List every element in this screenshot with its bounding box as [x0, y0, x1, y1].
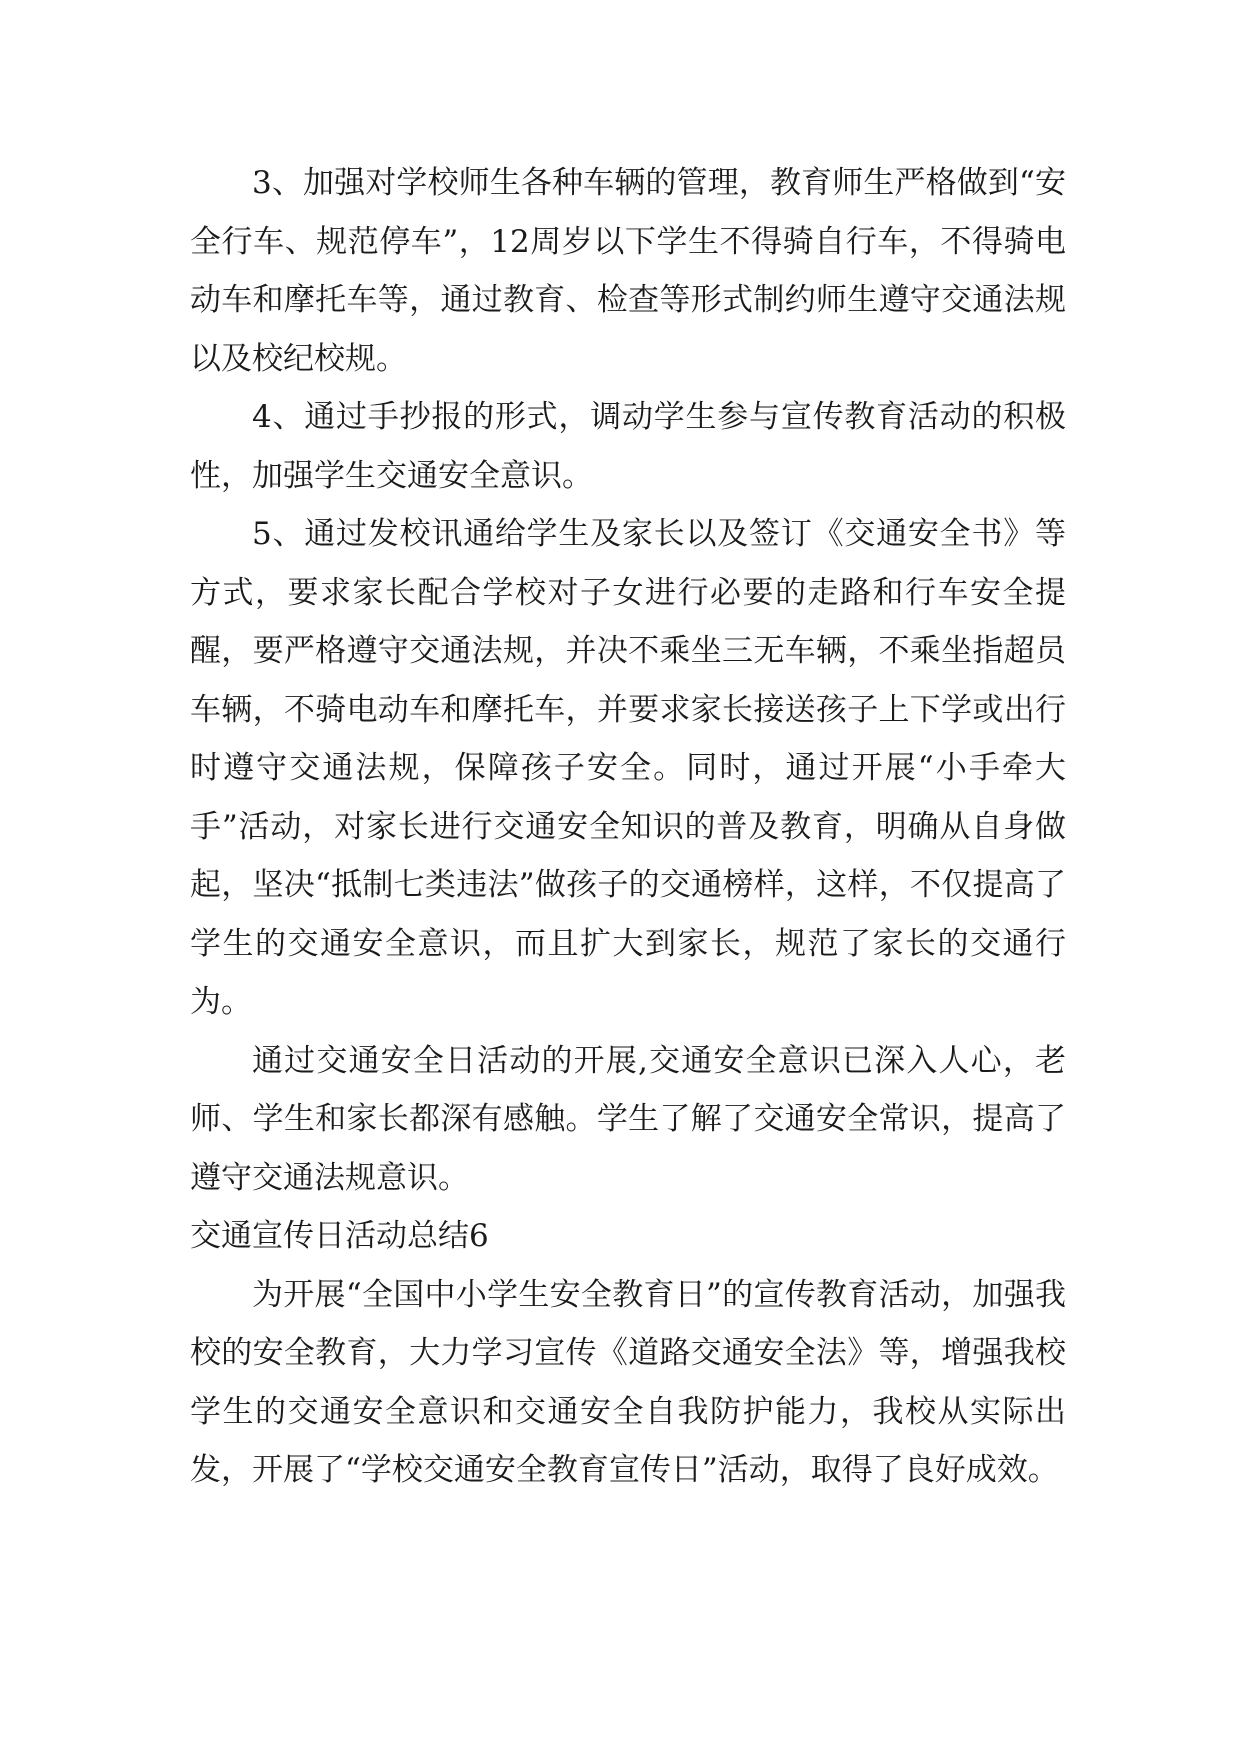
document-body	[190, 154, 1066, 1500]
paragraph-item-4: 4、通过手抄报的形式，调动学生参与宣传教育活动的积极性，加强学生交通安全意识。	[190, 399, 1066, 494]
paragraph-item-5: 5、通过发校讯通给学生及家长以及签订《交通安全书》等方式，要求家长配合学校对子女进行必要的走路和行车安全提醒，要严格遵守交通法规，并决不乘坐三无车辆，不乘坐指超员车辆，不骑电动车和摩托车，并要求家长接送孩子上下学或出行时遵守交通法规，保障孩子安全。同时，通过开展“小手牵大手”活动，对家长进行交通安全知识的普及教育，明确从自身做起，坚决“抵制七类违法”做孩子的交通榜样，这样，不仅提高了学生的交通安全意识，而且扩大到家长，规范了家长的交通行为。	[190, 516, 1066, 1020]
paragraph-item-3: 3、加强对学校师生各种车辆的管理，教育师生严格做到“安全行车、规范停车”，12周岁以下学生不得骑自行车，不得骑电动车和摩托车等，通过教育、检查等形式制约师生遵守交通法规以及校纪校规。	[190, 165, 1066, 377]
section-heading: 交通宣传日活动总结6	[190, 1218, 489, 1254]
paragraph-conclusion: 通过交通安全日活动的开展,交通安全意识已深入人心，老师、学生和家长都深有感触。学生了解了交通安全常识，提高了遵守交通法规意识。	[190, 1042, 1066, 1196]
paragraph-intro: 为开展“全国中小学生安全教育日”的宣传教育活动，加强我校的安全教育，大力学习宣传《道路交通安全法》等，增强我校学生的交通安全意识和交通安全自我防护能力，我校从实际出发，开展了“学校交通安全教育宣传日”活动，取得了良好成效。	[190, 1276, 1066, 1488]
